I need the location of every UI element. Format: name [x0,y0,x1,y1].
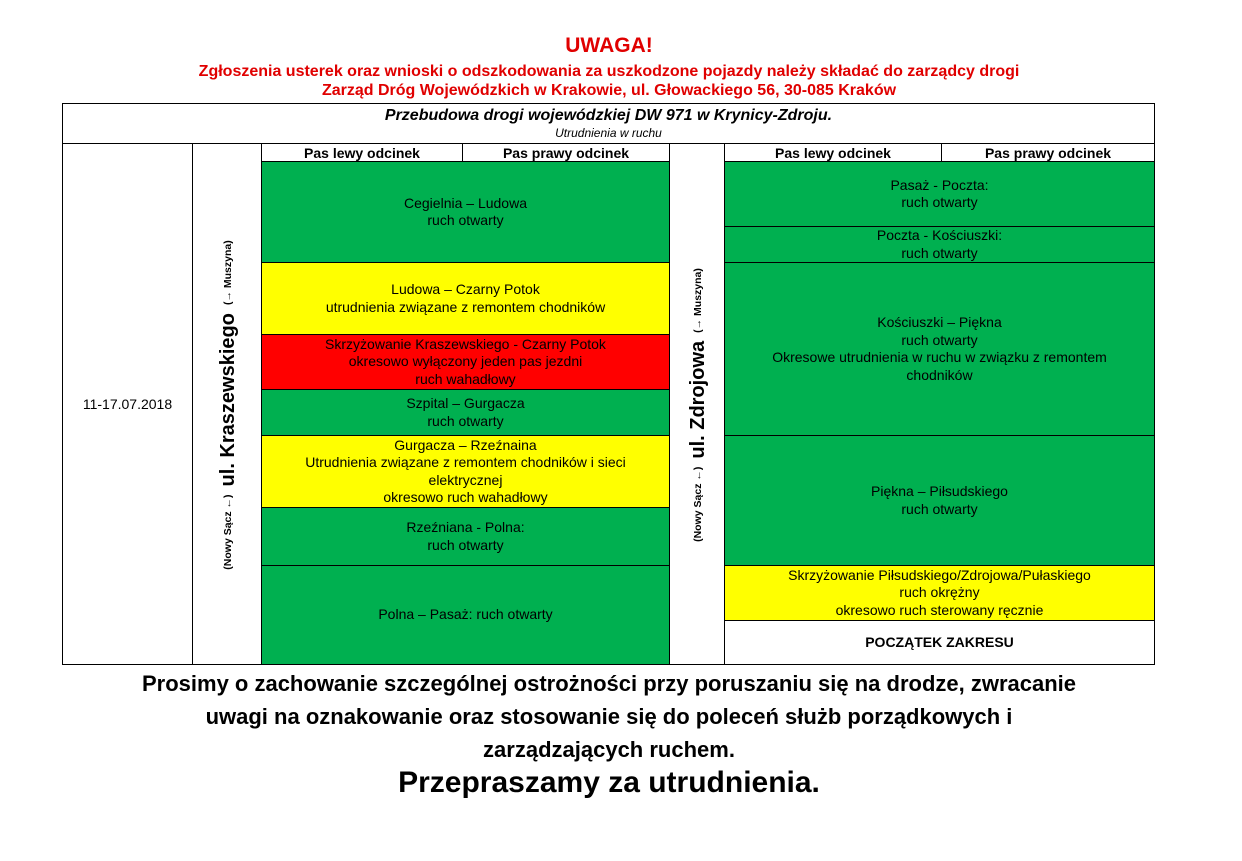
segment-line: Pasaż - Poczta: [890,176,989,193]
segment-ludowa-czarny-potok [261,262,670,335]
date-range: 11-17.07.2018 [82,396,173,412]
segment-line: ruch otwarty [427,412,504,429]
warning-title: UWAGA! [565,34,653,57]
segment-line: Rzeźniana - Polna: [406,519,525,535]
direction-to: (→ Muszyna) [692,268,704,333]
warning-line-1: Zgłoszenia usterek oraz wnioski o odszkodowania za uszkodzone pojazdy należy składać do zarządcy drogi [198,63,1020,80]
warning-line-2: Zarząd Dróg Wojewódzkich w Krakowie, ul. Głowackiego 56, 30-085 Kraków [321,82,897,99]
footer-line-2: uwagi na oznakowanie oraz stosowanie się do poleceń służb porządkowych i [205,704,1013,729]
segment-line: okresowo wyłączony jeden pas jezdni [348,353,583,370]
segment-line: ruch otwarty [427,212,504,228]
segment-line: ruch wahadłowy [415,370,516,387]
segment-line: Gurgacza – Rzeźnaina [394,436,537,453]
street-kraszewskiego-label [213,180,243,630]
table-title-row [62,103,1155,144]
segment-line: okresowo ruch sterowany ręcznie [835,601,1044,618]
street-zdrojowa-label [683,180,713,630]
segment-poczta-kosciuszki [724,226,1155,263]
segment-polna-pasaz [261,565,670,665]
direction-from: (Nowy Sącz ←) [222,494,234,570]
segment-line: Poczta - Kościuszki: [876,227,1003,243]
segment-kosciuszki-piekna [724,262,1155,436]
table-subtitle: Utrudnienia w ruchu [555,126,662,140]
segment-poczatek-zakresu [724,620,1155,665]
segment-line: ruch otwarty [901,244,978,261]
direction-from: (Nowy Sącz ←) [692,466,704,542]
segment-line: ruch okrężny [899,584,980,601]
segment-cegielnia-ludowa [261,161,670,263]
street-kraszewskiego-column [192,143,262,665]
segment-line: ruch otwarty [901,194,978,210]
segment-line: Cegielnia – Ludowa [404,194,527,211]
date-column [62,143,193,665]
segment-line: Piękna – Piłsudskiego [871,483,1008,499]
apology-text: Przepraszamy za utrudnienia. [398,766,820,799]
segment-rzezniana-polna [261,507,670,566]
segment-line: chodników [906,366,973,383]
street-name: ul. Zdrojowa [686,340,709,459]
table-title: Przebudowa drogi wojewódzkiej DW 971 w Krynicy-Zdroju. [384,107,833,124]
segment-line: Szpital – Gurgacza [406,395,525,411]
segment-line: POCZĄTEK ZAKRESU [865,633,1014,650]
footer-line-1: Prosimy o zachowanie szczególnej ostrożności przy poruszaniu się na drodze, zwracanie [141,671,1077,696]
segment-skrzyzowanie-kraszewskiego [261,334,670,390]
segment-line: ruch otwarty [901,331,978,348]
segment-line: utrudnienia związane z remontem chodników [325,298,606,315]
segment-piekna-pilsudskiego [724,435,1155,566]
footer-line-3: zarządzających ruchem. [483,737,735,762]
segment-szpital-gurgacza [261,389,670,436]
direction-to: (→ Muszyna) [222,240,234,306]
segment-line: Ludowa – Czarny Potok [391,281,540,297]
segment-line: Polna – Pasaż: ruch otwarty [378,606,553,623]
segment-line: Kościuszki – Piękna [877,314,1002,330]
segment-line: Skrzyżowanie Kraszewskiego - Czarny Potok [325,335,606,352]
segment-line: Okresowe utrudnienia w ruchu w związku z remontem [772,349,1107,365]
segment-line: Skrzyżowanie Piłsudskiego/Zdrojowa/Pułaskiego [788,566,1091,583]
footer-notice [0,667,1218,766]
lane-left-header-1: Pas lewy odcinek [261,143,463,162]
segment-pasaz-poczta [724,161,1155,227]
segment-line: Utrudnienia związane z remontem chodników i sieci [305,454,626,470]
segment-line: elektrycznej [428,471,503,488]
lane-right-header-2: Pas prawy odcinek [941,143,1155,162]
lane-right-header-1: Pas prawy odcinek [462,143,670,162]
segment-gurgacza-rzeznaina [261,435,670,508]
segment-line: ruch otwarty [427,536,504,553]
street-zdrojowa-column [669,143,725,665]
street-name: ul. Kraszewskiego [216,313,239,487]
lane-left-header-2: Pas lewy odcinek [724,143,942,162]
segment-line: ruch otwarty [901,500,978,517]
segment-skrzyzowanie-pilsudskiego [724,565,1155,621]
segment-line: okresowo ruch wahadłowy [383,489,548,505]
